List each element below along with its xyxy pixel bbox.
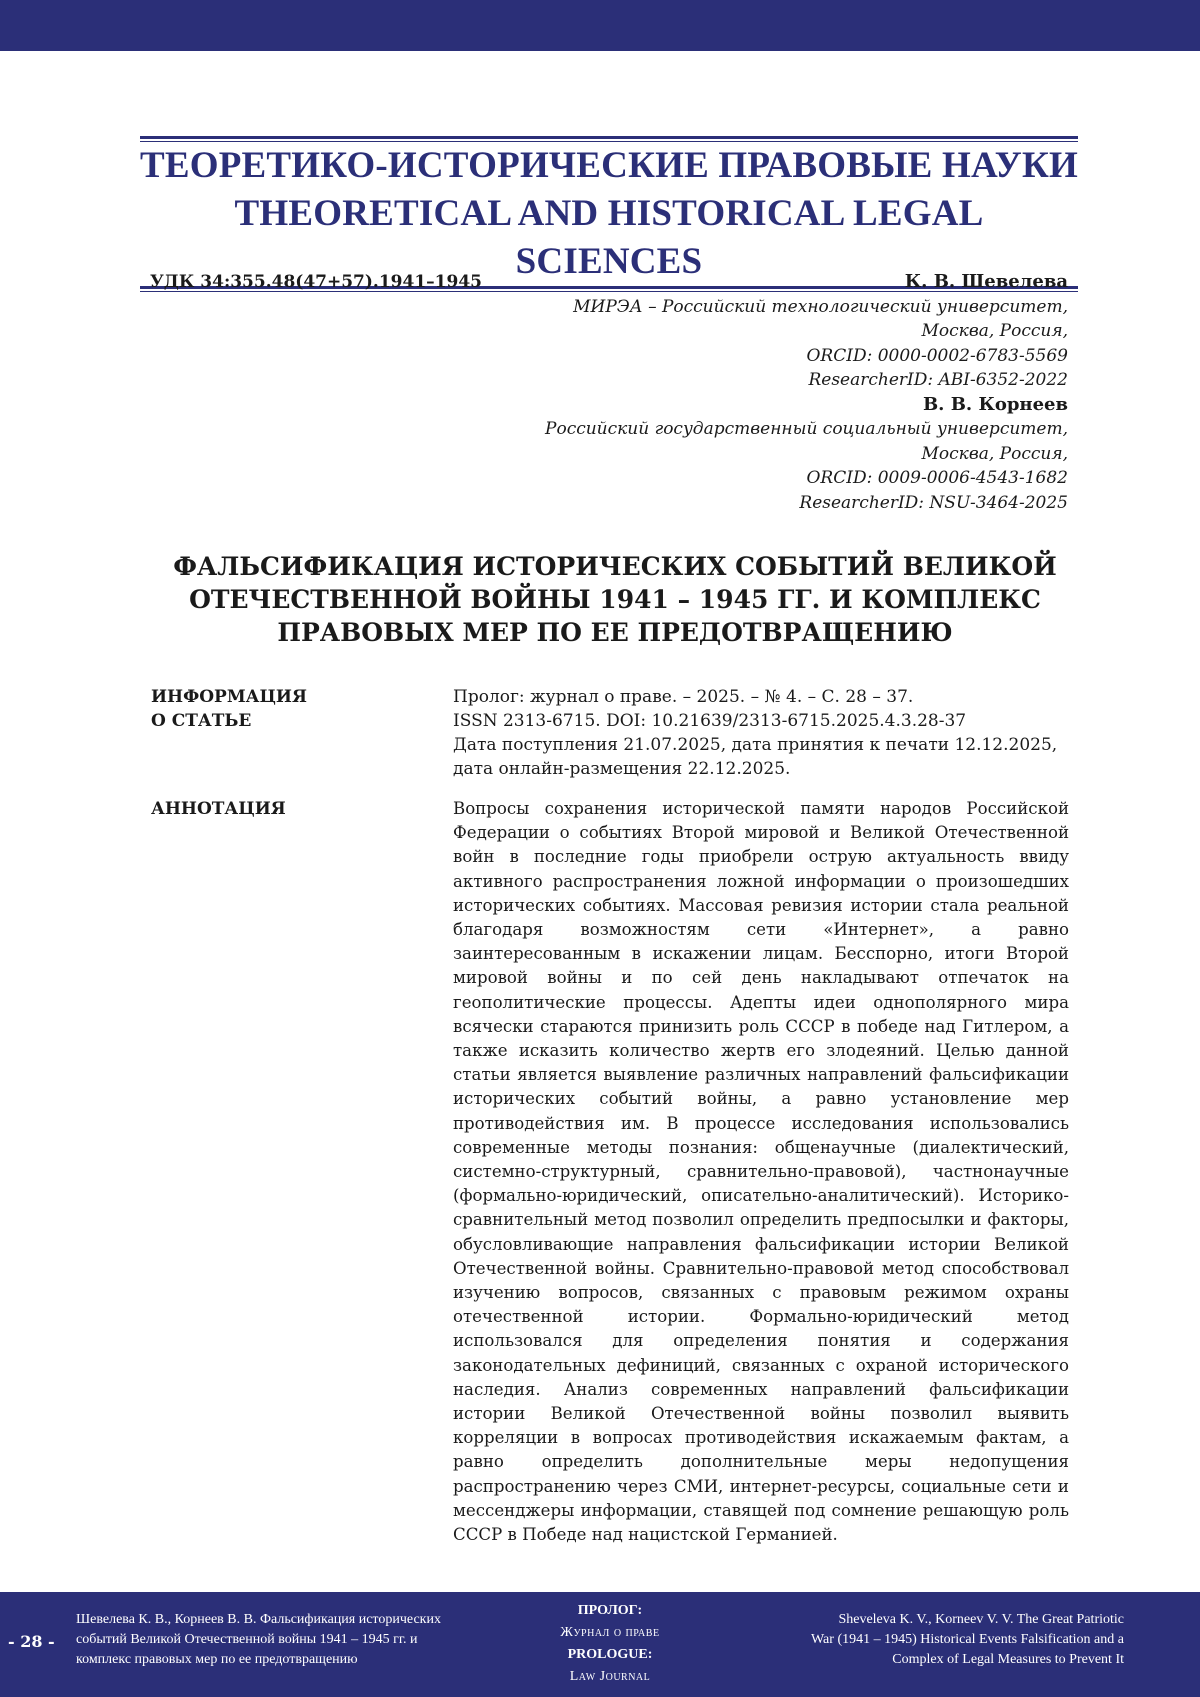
footer-bar [0,1592,1200,1697]
footer-citation-line: комплекс правовых мер по ее предотвращению [76,1652,358,1667]
footer-citation-line: Шевелева К. В., Корнеев В. В. Фальсификация исторических [76,1612,441,1627]
article-title-line: ФАЛЬСИФИКАЦИЯ ИСТОРИЧЕСКИХ СОБЫТИЙ ВЕЛИКОЙ [173,552,1057,581]
author-name: В. В. Корнеев [922,393,1068,415]
footer-citation-line: событий Великой Отечественной войны 1941 – 1945 гг. и [76,1632,418,1647]
author-city: Москва, Россия, [921,321,1068,341]
author-affiliation: Российский государственный социальный университет, [545,419,1068,439]
journal-subtitle-ru: Журнал о праве [560,1625,660,1640]
top-color-band [0,0,1200,51]
dates-line: дата онлайн-размещения 22.12.2025. [453,759,791,779]
author-orcid: ORCID: 0000-0002-6783-5569 [806,345,1068,366]
article-title-line: ПРАВОВЫХ МЕР ПО ЕЕ ПРЕДОТВРАЩЕНИЮ [277,618,953,647]
article-info-label-line: О СТАТЬЕ [151,711,252,731]
journal-subtitle-en: Law Journal [569,1669,651,1684]
author-orcid: ORCID: 0009-0006-4543-1682 [806,468,1068,488]
article-info-label [151,685,307,733]
article-title [150,550,1080,649]
article-info-body [453,685,1068,781]
author-name: К. В. Шевелева [904,271,1068,292]
abstract-label: АННОТАЦИЯ [151,799,286,819]
authors-block [508,270,1068,515]
footer-citation-line: Complex of Legal Measures to Prevent It [892,1652,1124,1667]
citation-line: Пролог: журнал о праве. – 2025. – № 4. – С. 28 – 37. [453,687,914,707]
abstract-text: Вопросы сохранения исторической памяти народов Российской Федерации о событиях Второй мировой и Великой Отечественной войн в последние годы приобрели острую актуальность ввиду активного распространения ложной информации о произошедших исторических событиях. Массовая ревизия истории стала реальной благодаря возможностям сети «Интернет», а равно заинтересованным в искажении лицам. Бесспорно, итоги Второй мировой войны и по сей день накладывают отпечаток на геополитические процессы. Адепты идеи однополярного мира всячески стараются принизить роль СССР в победе над Гитлером, а также исказить количество жертв его злодеяний. Целью данной статьи является выявление различных направлений фальсификации исторических событий войны, а равно установление мер противодействия им. В процессе исследования использовались современные методы познания: общенаучные (диалектический, системно-структурный, сравнительно-правовой), частнонаучные (формально-юридический, описательно-аналитический). Историко-сравнительный метод позволил определить предпосылки и факторы, обусловливающие направления фальсификации истории Великой Отечественной войны. Сравнительно-правовой метод способствовал изучению вопросов, связанных с правовым режимом охраны отечественной истории. Формально-юридический метод использовался для определения понятия и содержания законодательных дефиниций, связанных с охраной исторического наследия. Анализ современных направлений фальсификации истории Великой Отечественной войны позволил выявить корреляции в вопросах противодействия искажаемым фактам, а равно определить дополнительные меры недопущения распространению через СМИ, интернет-ресурсы, социальные сети и мессенджеры информации, ставящей под сомнение решающую роль СССР в Победе над нацистской Германией. [453,799,1069,1545]
footer-citation-line: War (1941 – 1945) Historical Events Falsification and a [810,1632,1124,1647]
section-header [140,136,1078,292]
author-researcher-id: ResearcherID: ABI-6352-2022 [808,370,1068,390]
author-affiliation: МИРЭА – Российский технологический университет, [573,296,1068,317]
footer-citation-ru [76,1610,476,1670]
author-researcher-id: ResearcherID: NSU-3464-2025 [799,492,1068,513]
journal-name [490,1600,730,1688]
section-title-en: THEORETICAL AND HISTORICAL LEGAL SCIENCES [234,193,984,282]
issn-doi-line: ISSN 2313-6715. DOI: 10.21639/2313-6715.2025.4.3.28-37 [453,711,967,731]
article-info-label-line: ИНФОРМАЦИЯ [151,687,307,707]
journal-title-en: PROLOGUE: [567,1647,653,1662]
footer-citation-en [734,1610,1124,1670]
udk-code: УДК 34:355.48(47+57).1941–1945 [150,272,482,292]
dates-line: Дата поступления 21.07.2025, дата принятия к печати 12.12.2025, [453,735,1058,755]
section-title-ru: ТЕОРЕТИКО-ИСТОРИЧЕСКИЕ ПРАВОВЫЕ НАУКИ [140,145,1079,186]
article-title-line: ОТЕЧЕСТВЕННОЙ ВОЙНЫ 1941 – 1945 ГГ. И КОМПЛЕКС [189,585,1041,614]
author-city: Москва, Россия, [921,443,1068,464]
journal-title-ru: ПРОЛОГ: [577,1603,643,1618]
page-number: - 28 - [8,1632,55,1651]
footer-citation-line: Sheveleva K. V., Korneev V. V. The Great Patriotic [838,1612,1124,1627]
